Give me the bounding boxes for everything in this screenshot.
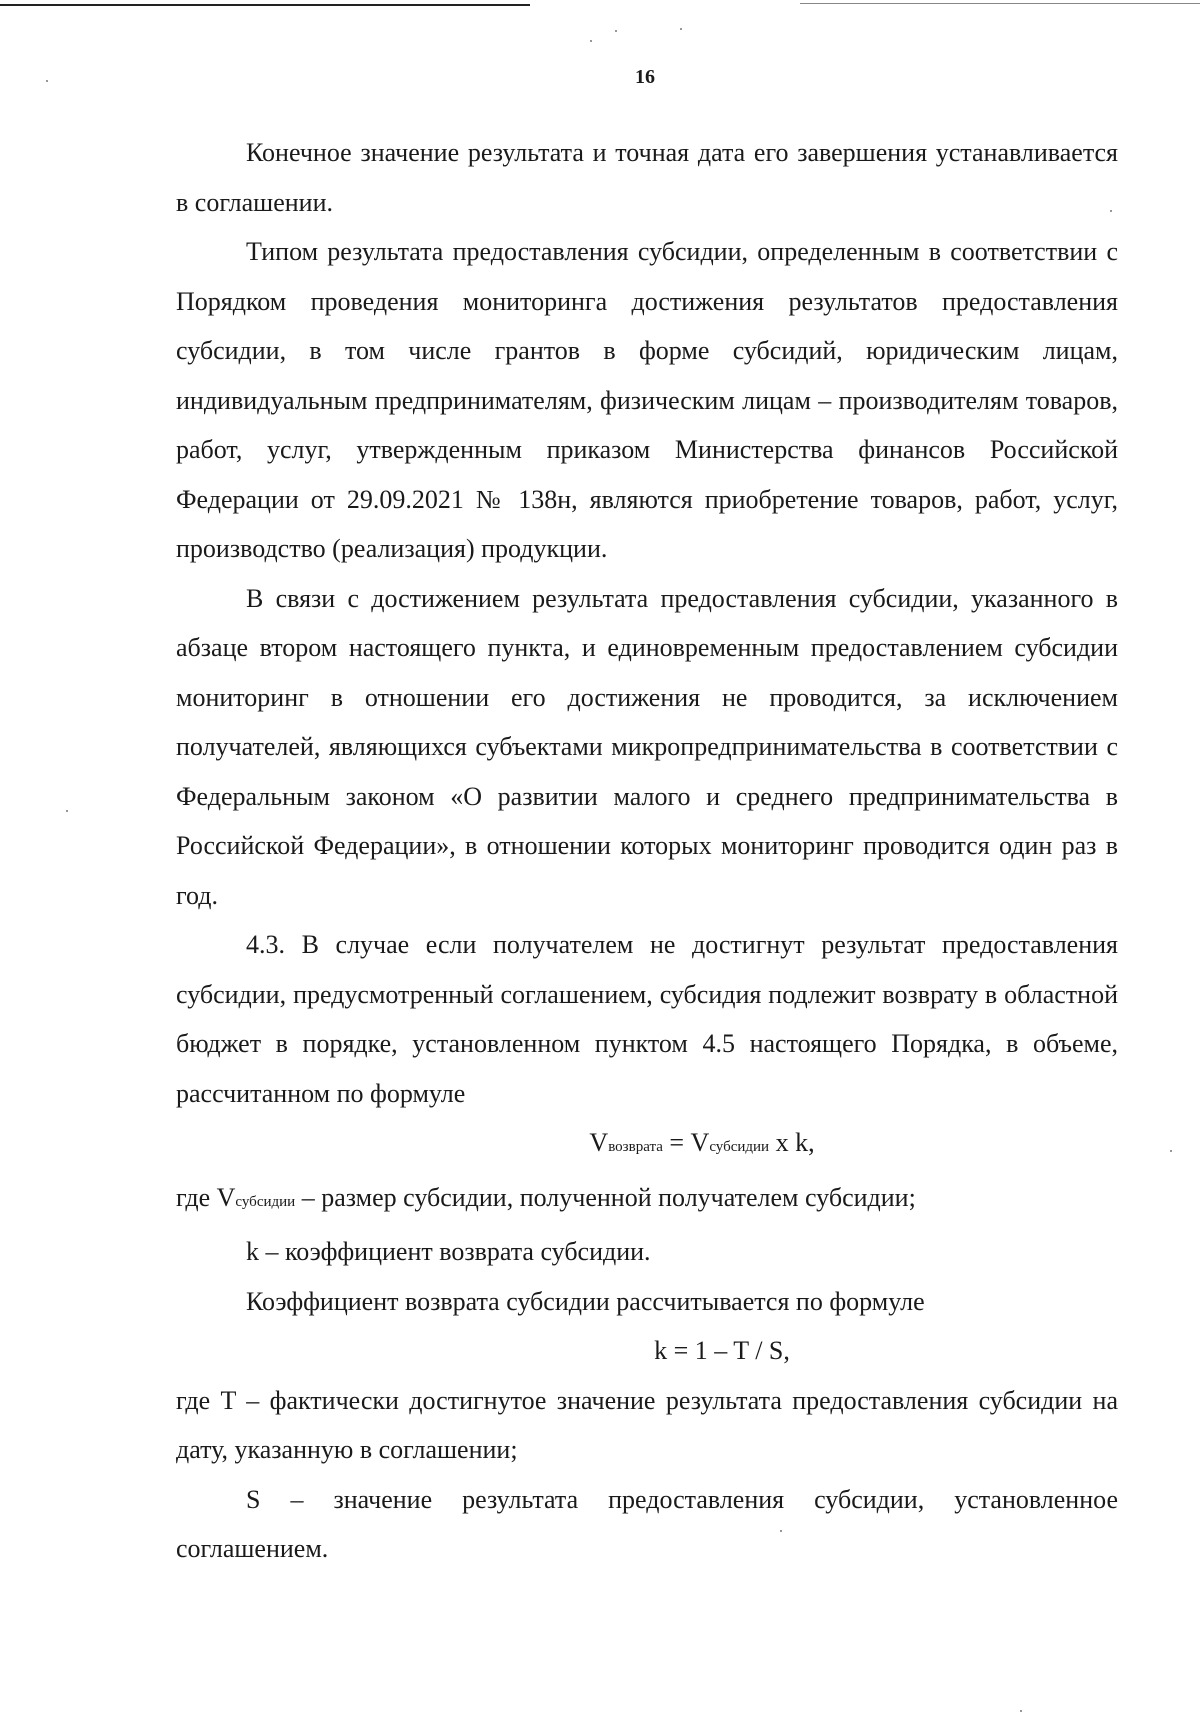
- scan-speck: [1170, 1150, 1172, 1152]
- formula-lhs: V: [589, 1128, 609, 1157]
- scan-speck: [615, 30, 617, 32]
- definition-t: где T – фактически достигнутое значение результата предоставления субсидии на дату, указанную в соглашении;: [176, 1385, 1118, 1464]
- definition-prefix: где V: [176, 1182, 236, 1212]
- definition-k: k – коэффициент возврата субсидии.: [246, 1237, 651, 1266]
- definition-s: S – значение результата предоставления субсидии, установленное соглашением.: [176, 1484, 1118, 1563]
- page-number: 16: [635, 66, 655, 88]
- scan-speck: [1110, 210, 1112, 212]
- formula-equals: =: [662, 1128, 691, 1157]
- formula-rhs-subscript: субсидии: [709, 1139, 770, 1155]
- scan-speck: [1020, 1710, 1022, 1712]
- scan-speck: [46, 80, 48, 82]
- paragraph-monitoring: В связи с достижением результата предоставления субсидии, указанного в абзаце втором настоящего пункта, и единовременным предоставлением субсидии мониторинг в отношении его достижения не проводится, за исключением получателей, являющихся субъектами микропредпринимательства в соответствии с Федеральным законом «О развитии малого и среднего предпринимательства в Российской Федерации», в отношении которых мониторинг проводится один раз в год.: [176, 583, 1118, 910]
- scan-speck: [780, 1530, 782, 1532]
- formula-rhs: V: [690, 1128, 710, 1157]
- definition-v-subsidy: [176, 1173, 1118, 1228]
- paragraph-4-3: 4.3. В случае если получателем не достигнут результат предоставления субсидии, предусмотренный соглашением, субсидия подлежит возврату в областной бюджет в порядке, установленном пунктом 4.5 настоящего Порядка, в объеме, рассчитанном по формуле: [176, 930, 1118, 1108]
- paragraph-k-intro: Коэффициент возврата субсидии рассчитывается по формуле: [246, 1286, 925, 1316]
- scan-speck: [590, 40, 592, 42]
- definition-subscript: субсидии: [235, 1193, 296, 1210]
- formula-refund-volume: [176, 1118, 1118, 1173]
- formula-lhs-subscript: возврата: [608, 1139, 663, 1155]
- scan-speck: [66, 810, 68, 812]
- paragraph-result-value: Конечное значение результата и точная дата его завершения устанавливается в соглашении.: [176, 138, 1118, 217]
- document-body: [176, 128, 1118, 1574]
- scan-border-line: [800, 3, 1200, 4]
- scan-speck: [680, 28, 682, 30]
- definition-rest: – размер субсидии, полученной получателем субсидии;: [295, 1182, 916, 1212]
- paragraph-result-type: Типом результата предоставления субсидии, определенным в соответствии с Порядком проведения мониторинга достижения результатов предоставления субсидии, в том числе грантов в форме субсидий, юридическим лицам, индивидуальным предпринимателям, физическим лицам – производителям товаров, работ, услуг, утвержденным приказом Министерства финансов Российской Федерации от 29.09.2021 № 138н, являются приобретение товаров, работ, услуг, производство (реализация) продукции.: [176, 237, 1118, 563]
- formula-tail: x k,: [769, 1128, 815, 1157]
- formula-k: k = 1 – T / S,: [654, 1336, 790, 1365]
- scan-border-line: [0, 4, 530, 6]
